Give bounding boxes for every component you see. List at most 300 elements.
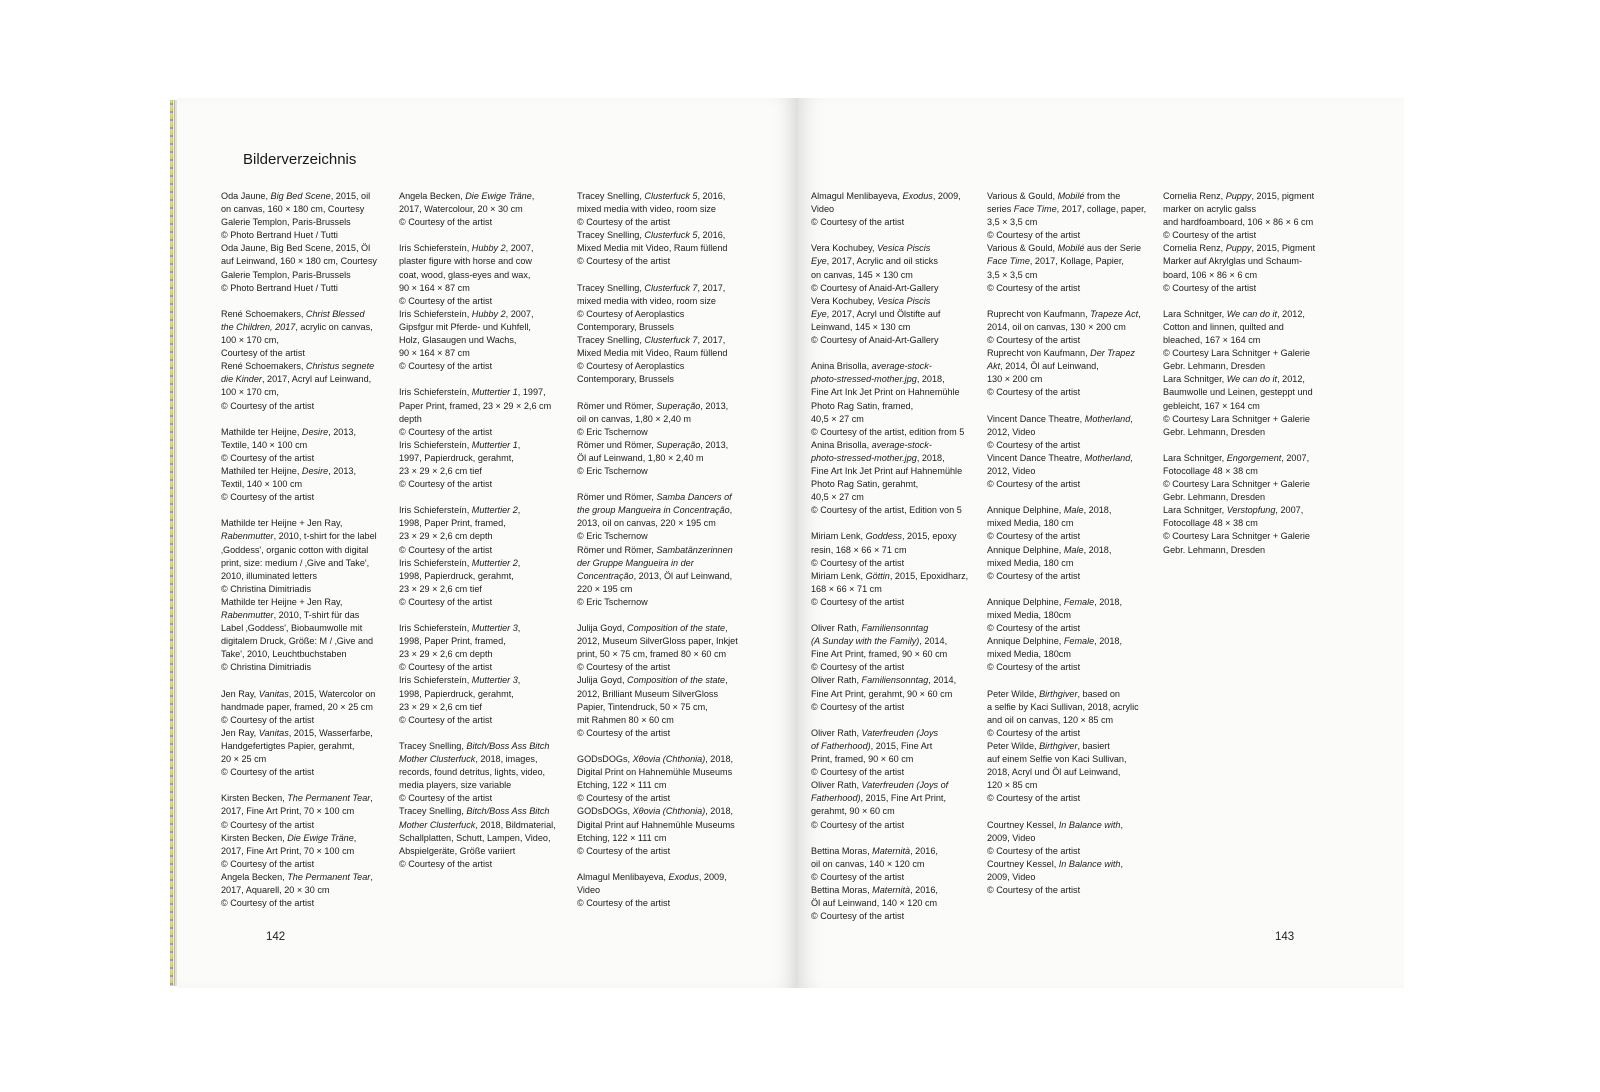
caption-line: Annique Delphine, Female, 2018, [987, 596, 1122, 607]
caption-line: Gebr. Lehmann, Dresden [1163, 492, 1266, 503]
caption-entry [221, 792, 386, 910]
caption-line: Mathilde ter Heijne + Jen Ray, [221, 518, 343, 529]
caption-line: a selfie by Kaci Sullivan, 2018, acrylic [987, 701, 1139, 712]
caption-line: Iris Schiefersteín, Muttertier 1, [399, 439, 521, 450]
caption-line: Rabenmutter, 2010, T-shirt für das [221, 610, 360, 620]
caption-line: Courtesy of the artist [221, 348, 305, 359]
caption-line: © Courtesy Lara Schnitger + Galerie [1163, 479, 1310, 490]
caption-line: board, 106 × 86 × 6 cm [1163, 269, 1258, 280]
caption-entry [577, 622, 742, 740]
caption-line: © Courtesy of the artist [1163, 282, 1257, 293]
caption-line: Tracey Snelling, Clusterfuck 5, 2016, [577, 191, 726, 201]
caption-entry [221, 688, 386, 780]
left-column-2 [399, 190, 564, 884]
caption-entry [577, 871, 742, 910]
caption-line: 2018, Acryl und Öl auf Leinwand, [987, 767, 1121, 778]
right-column-3 [1163, 190, 1328, 570]
caption-line: Iris Schiefersteín, Hubby 2, 2007, [399, 243, 534, 254]
caption-line: Peter Wilde, Birthgiver, based on [987, 688, 1120, 699]
caption-line: René Schoemakers, Christ Blessed [221, 308, 365, 319]
caption-line: 2017, Watercolour, 20 × 30 cm [399, 204, 523, 215]
caption-line: 2009, Video [987, 832, 1036, 843]
caption-line: records, found detritus, lights, video, [399, 767, 546, 778]
caption-line: Vera Kochubey, Vesica Piscis [811, 295, 931, 306]
caption-line: 1998, Papierdruck, gerahmt, [399, 570, 514, 581]
caption-line: © Courtesy of the artist [399, 361, 493, 372]
caption-line: 2017, Aquarell, 20 × 30 cm [221, 884, 330, 895]
caption-line: 2012, Video [987, 465, 1036, 476]
caption-entry [987, 504, 1152, 583]
caption-line: Leinwand, 145 × 130 cm [811, 321, 911, 332]
caption-entry [399, 386, 564, 491]
caption-line: Oda Jaune, Big Bed Scene, 2015, oil [221, 191, 371, 201]
caption-line: © Courtesy of the artist [399, 426, 493, 437]
caption-line: © Courtesy of the artist [811, 217, 905, 228]
caption-line: © Courtesy of Anaid-Art-Gallery [811, 282, 939, 293]
caption-entry [399, 740, 564, 871]
caption-line: Gebr. Lehmann, Dresden [1163, 544, 1266, 555]
book-spread [177, 98, 1404, 988]
caption-line: © Eric Tschernow [577, 596, 648, 607]
caption-line: Lara Schnitger, We can do it, 2012, [1163, 374, 1305, 385]
caption-line: Mother Clusterfuck, 2018, images, [399, 754, 538, 765]
caption-line: 1998, Paper Print, framed, [399, 518, 506, 529]
caption-line: Annique Delphine, Male, 2018, [987, 505, 1112, 516]
caption-entry [811, 845, 976, 924]
caption-line: Print, framed, 90 × 60 cm [811, 754, 914, 765]
caption-line: Vera Kochubey, Vesica Piscis [811, 243, 931, 254]
caption-entry [577, 491, 742, 609]
caption-line: GODsDOGs, Xθovia (Chthonia), 2018, [577, 806, 734, 817]
caption-line: Fine Art Ink Jet Print on Hahnemühle [811, 387, 960, 398]
caption-line: Digital Print on Hahnemühle Museums [577, 767, 733, 778]
caption-line: © Courtesy of the artist [811, 596, 905, 607]
page-number-right: 143 [1275, 931, 1295, 943]
caption-line: 2012, Brilliant Museum SilverGloss [577, 688, 719, 699]
caption-line: Vincent Dance Theatre, Motherland, [987, 413, 1133, 424]
caption-entry [811, 360, 976, 517]
left-column-1 [221, 190, 386, 923]
caption-line: Angela Becken, Die Ewige Träne, [399, 191, 535, 201]
caption-line: © Courtesy of the artist [577, 898, 671, 909]
caption-line: © Courtesy of the artist [1163, 230, 1257, 241]
right-column-1 [811, 190, 976, 936]
caption-line: 2014, oil on canvas, 130 × 200 cm [987, 321, 1126, 332]
caption-line: Gebr. Lehmann, Dresden [1163, 361, 1266, 372]
caption-line: Label ‚Goddess', Biobaumwolle mit [221, 623, 363, 634]
caption-line: Tracey Snelling, Clusterfuck 5, 2016, [577, 230, 726, 241]
caption-entry [399, 242, 564, 373]
left-page [177, 98, 798, 988]
caption-line: on canvas, 160 × 180 cm, Courtesy [221, 204, 365, 215]
caption-line: Abspielgeräte, Größe variiert [399, 845, 516, 856]
caption-entry [399, 504, 564, 609]
caption-line: on canvas, 145 × 130 cm [811, 269, 913, 280]
caption-line: © Courtesy of the artist [811, 767, 905, 778]
caption-line: © Courtesy of the artist, edition from 5 [811, 426, 965, 437]
caption-line: Ruprecht von Kaufmann, Trapeze Act, [987, 308, 1141, 319]
caption-line: Textil, 140 × 100 cm [221, 479, 303, 490]
caption-line: © Courtesy of the artist, Edition von 5 [811, 505, 962, 516]
caption-entry [221, 190, 386, 295]
caption-line: GODsDOGs, Xθovia (Chthonia), 2018, [577, 754, 734, 765]
caption-line: mixed media with video, room size [577, 204, 716, 215]
caption-entry [221, 426, 386, 505]
caption-line: Mixed Media mit Video, Raum füllend [577, 243, 728, 254]
caption-entry [987, 596, 1152, 675]
caption-line: and oil on canvas, 120 × 85 cm [987, 714, 1114, 725]
caption-line: © Courtesy of Anaid-Art-Gallery [811, 335, 939, 346]
caption-line: digitalem Druck, Größe: M / ‚Give and [221, 636, 374, 647]
caption-line: Fine Art Ink Jet Print auf Hahnemühle [811, 465, 963, 476]
caption-line: © Courtesy of the artist [399, 596, 493, 607]
caption-line: Öl auf Leinwand, 140 × 120 cm [811, 898, 938, 909]
caption-line: Fotocollage 48 × 38 cm [1163, 518, 1258, 529]
page-edges [170, 100, 177, 986]
caption-line: © Courtesy of the artist [221, 492, 315, 503]
caption-line: the group Mangueira in Concentração, [577, 505, 733, 516]
caption-line: Photo Rag Satin, framed, [811, 400, 914, 411]
caption-line: Face Time, 2017, Kollage, Papier, [987, 256, 1124, 267]
caption-line: © Courtesy of the artist [987, 845, 1081, 856]
caption-line: ‚Goddess', organic cotton with digital [221, 544, 369, 555]
caption-line: Kirsten Becken, Die Ewige Träne, [221, 832, 357, 843]
caption-line: mixed Media, 180cm [987, 649, 1071, 660]
caption-line: Tracey Snelling, Clusterfuck 7, 2017, [577, 335, 726, 346]
caption-line: Video [577, 884, 601, 895]
caption-line: Baumwolle und Leinen, gesteppt und [1163, 387, 1313, 398]
caption-line: Jen Ray, Vanitas, 2015, Wasserfarbe, [221, 727, 373, 738]
caption-line: 2012, Museum SilverGloss paper, Inkjet [577, 636, 738, 647]
caption-line: 2017, Fine Art Print, 70 × 100 cm [221, 806, 355, 817]
caption-line: Cornelia Renz, Puppy, 2015, Pigment [1163, 243, 1316, 254]
caption-line: Iris Schiefersteín, Muttertier 2, [399, 557, 521, 568]
caption-line: Iris Schiefersteín, Muttertier 3, [399, 675, 521, 686]
caption-line: Akt, 2014, Öl auf Leinwand, [987, 361, 1099, 372]
caption-line: Iris Schiefersteín, Muttertier 3, [399, 623, 521, 634]
caption-line: Gebr. Lehmann, Dresden [1163, 426, 1266, 437]
caption-line: © Courtesy of the artist [577, 217, 671, 228]
caption-line: Paper Print, framed, 23 × 29 × 2,6 cm [399, 400, 552, 411]
caption-line: Annique Delphine, Male, 2018, [987, 544, 1112, 555]
caption-line: 3,5 × 3,5 cm [987, 269, 1038, 280]
caption-line: Courtney Kessel, In Balance with, [987, 819, 1123, 830]
caption-line: © Courtesy of the artist [811, 557, 905, 568]
caption-entry [399, 622, 564, 727]
caption-entry [399, 190, 564, 229]
caption-line: © Courtesy of the artist [811, 911, 905, 922]
caption-line: mixed Media, 180 cm [987, 557, 1074, 568]
caption-line: Mathilde ter Heijne, Desire, 2013, [221, 426, 356, 437]
caption-line: gebleicht, 167 × 164 cm [1163, 400, 1260, 411]
caption-line: Cotton and linnen, quilted and [1163, 321, 1284, 332]
caption-line: 23 × 29 × 2,6 cm depth [399, 531, 493, 542]
caption-line: © Christina Dimitriadis [221, 662, 312, 673]
caption-line: Anina Brisolla, average-stock- [811, 439, 932, 450]
caption-line: Mixed Media mit Video, Raum füllend [577, 348, 728, 359]
caption-line: © Courtesy of the artist [987, 884, 1081, 895]
caption-line: © Courtesy Lara Schnitger + Galerie [1163, 348, 1310, 359]
caption-line: © Courtesy of the artist [987, 793, 1081, 804]
caption-line: Cornelia Renz, Puppy, 2015, pigment [1163, 191, 1315, 201]
caption-line: © Courtesy of the artist [987, 439, 1081, 450]
caption-line: Fatherhood), 2015, Fine Art Print, [811, 793, 946, 804]
caption-line: © Courtesy of the artist [399, 217, 493, 228]
caption-line: photo-stressed-mother.jpg, 2018, [811, 452, 945, 463]
caption-line: © Courtesy of the artist [811, 871, 905, 882]
caption-line: © Courtesy of the artist [221, 452, 315, 463]
caption-line: Schallplatten, Schutt, Lampen, Video, [399, 832, 551, 843]
caption-line: Miriam Lenk, Goddess, 2015, epoxy [811, 531, 957, 542]
caption-line: 23 × 29 × 2,6 cm tief [399, 701, 482, 712]
caption-line: oil on canvas, 140 × 120 cm [811, 858, 925, 869]
caption-line: Almagul Menlibayeva, Exodus, 2009, [577, 871, 727, 882]
caption-line: Tracey Snelling, Bitch/Boss Ass Bitch [399, 806, 550, 817]
caption-entry [811, 622, 976, 714]
caption-line: Lara Schnitger, Verstopfung, 2007, [1163, 505, 1304, 516]
caption-line: mit Rahmen 80 × 60 cm [577, 714, 674, 725]
caption-line: print, 50 × 75 cm, framed 80 × 60 cm [577, 649, 727, 660]
caption-line: © Courtesy of the artist [399, 662, 493, 673]
caption-line: © Eric Tschernow [577, 531, 648, 542]
caption-line: Oda Jaune, Big Bed Scene, 2015, Öl [221, 243, 371, 254]
caption-line: 100 × 170 cm, [221, 387, 279, 398]
caption-line: © Courtesy of the artist [811, 819, 905, 830]
caption-line: Galerie Templon, Paris-Brussels [221, 217, 351, 228]
caption-line: © Eric Tschernow [577, 465, 648, 476]
caption-line: auf einem Selfie von Kaci Sullivan, [987, 754, 1127, 765]
caption-line: Papier, Tintendruck, 50 × 75 cm, [577, 701, 708, 712]
caption-line: Jen Ray, Vanitas, 2015, Watercolor on [221, 688, 376, 699]
caption-line: Annique Delphine, Female, 2018, [987, 636, 1122, 647]
caption-line: © Courtesy of the artist [987, 727, 1081, 738]
caption-line: Eye, 2017, Acrylic and oil sticks [811, 256, 938, 267]
caption-line: Rabenmutter, 2010, t-shirt for the label [221, 531, 377, 542]
caption-line: Courtney Kessel, In Balance with, [987, 858, 1123, 869]
caption-line: Oliver Rath, Familiensonntag [811, 623, 929, 634]
caption-line: Oliver Rath, Familiensonntag, 2014, [811, 675, 957, 686]
caption-line: der Gruppe Mangueira in der [577, 557, 694, 568]
caption-line: photo-stressed-mother.jpg, 2018, [811, 374, 945, 385]
caption-line: © Courtesy of the artist [987, 282, 1081, 293]
caption-line: Various & Gould, Mobilé aus der Serie [987, 243, 1142, 254]
caption-line: Römer und Römer, Superação, 2013, [577, 439, 729, 450]
caption-line: 1998, Paper Print, framed, [399, 636, 506, 647]
caption-line: © Eric Tschernow [577, 426, 648, 437]
caption-line: © Courtesy of the artist [399, 544, 493, 555]
caption-line: Handgefertigtes Papier, gerahmt, [221, 740, 355, 751]
caption-line: © Courtesy of the artist [577, 845, 671, 856]
caption-line: 90 × 164 × 87 cm [399, 348, 470, 359]
caption-entry [221, 517, 386, 674]
caption-line: Contemporary, Brussels [577, 374, 674, 385]
caption-line: © Courtesy of the artist [577, 662, 671, 673]
caption-line: © Courtesy of the artist [987, 570, 1081, 581]
caption-line: Peter Wilde, Birthgiver, basiert [987, 740, 1110, 751]
caption-line: © Courtesy of the artist [221, 898, 315, 909]
caption-line: 2017, Fine Art Print, 70 × 100 cm [221, 845, 355, 856]
caption-line: Römer und Römer, Superação, 2013, [577, 400, 729, 411]
caption-line: Vincent Dance Theatre, Motherland, [987, 452, 1133, 463]
caption-line: the Children, 2017, acrylic on canvas, [221, 321, 373, 332]
caption-line: © Courtesy of the artist [987, 531, 1081, 542]
caption-line: Eye, 2017, Acryl und Ölstifte auf [811, 308, 941, 319]
caption-line: Julija Goyd, Composition of the state, [577, 623, 728, 634]
caption-entry [1163, 452, 1328, 557]
caption-line: coat, wood, glass-eyes and wax, [399, 269, 531, 280]
caption-line: Römer und Römer, Samba Dancers of [577, 492, 732, 503]
caption-line: Öl auf Leinwand, 1,80 × 2,40 m [577, 452, 704, 463]
right-column-2 [987, 190, 1152, 910]
caption-line: 1997, Papierdruck, gerahmt, [399, 452, 514, 463]
caption-line: Galerie Templon, Paris-Brussels [221, 269, 351, 280]
caption-line: Fotocollage 48 × 38 cm [1163, 465, 1258, 476]
caption-line: Iris Schiefersteín, Muttertier 2, [399, 505, 521, 516]
caption-entry [1163, 308, 1328, 439]
caption-line: Lara Schnitger, We can do it, 2012, [1163, 308, 1305, 319]
caption-line: (A Sunday with the Family), 2014, [811, 636, 948, 647]
caption-line: 23 × 29 × 2,6 cm depth [399, 649, 493, 660]
caption-line: Fine Art Print, gerahmt, 90 × 60 cm [811, 688, 953, 699]
caption-line: 40,5 × 27 cm [811, 413, 864, 424]
caption-entry [987, 308, 1152, 400]
caption-line: print, size: medium / ‚Give and Take', [221, 557, 370, 568]
caption-line: © Courtesy of the artist [811, 662, 905, 673]
caption-entry [987, 413, 1152, 492]
caption-line: © Courtesy of the artist [987, 335, 1081, 346]
caption-line: oil on canvas, 1,80 × 2,40 m [577, 413, 691, 424]
caption-line: René Schoemakers, Christus segnete [221, 361, 375, 372]
caption-line: © Courtesy of the artist [987, 623, 1081, 634]
caption-entry [811, 242, 976, 347]
caption-line: 2012, Video [987, 426, 1036, 437]
caption-line: 2013, oil on canvas, 220 × 195 cm [577, 518, 716, 529]
caption-entry [811, 190, 976, 229]
caption-line: resin, 168 × 66 × 71 cm [811, 544, 907, 555]
caption-line: 2010, illuminated letters [221, 570, 318, 581]
caption-line: Fine Art Print, framed, 90 × 60 cm [811, 649, 948, 660]
caption-line: © Courtesy Lara Schnitger + Galerie [1163, 531, 1310, 542]
caption-line: Bettina Moras, Maternità, 2016, [811, 845, 938, 856]
caption-line: © Courtesy of the artist [399, 714, 493, 725]
caption-line: of Fatherhood), 2015, Fine Art [811, 740, 933, 751]
caption-line: Contemporary, Brussels [577, 321, 674, 332]
caption-line: 100 × 170 cm, [221, 335, 279, 346]
caption-line: © Courtesy of the artist [221, 714, 315, 725]
caption-line: 1998, Papierdruck, gerahmt, [399, 688, 514, 699]
caption-line: © Courtesy of the artist [987, 387, 1081, 398]
caption-line: Römer und Römer, Sambatänzerinnen [577, 544, 733, 555]
caption-line: Almagul Menlibayeva, Exodus, 2009, [811, 191, 961, 201]
caption-line: 3,5 × 3,5 cm [987, 217, 1038, 228]
caption-line: Etching, 122 × 111 cm [577, 780, 667, 791]
caption-line: © Courtesy Lara Schnitger + Galerie [1163, 413, 1310, 424]
caption-entry [221, 308, 386, 413]
caption-line: mixed Media, 180 cm [987, 518, 1074, 529]
right-page [798, 98, 1404, 988]
caption-line: series Face Time, 2017, collage, paper, [987, 204, 1147, 215]
caption-line: Lara Schnitger, Engorgement, 2007, [1163, 452, 1310, 463]
caption-entry [987, 688, 1152, 806]
caption-entry [577, 753, 742, 858]
caption-line: Mathilde ter Heijne + Jen Ray, [221, 596, 343, 607]
caption-entry [811, 530, 976, 609]
caption-line: 20 × 25 cm [221, 754, 267, 765]
caption-line: © Courtesy of the artist [987, 662, 1081, 673]
caption-line: Textile, 140 × 100 cm [221, 439, 308, 450]
caption-line: mixed media with video, room size [577, 295, 716, 306]
caption-entry [577, 400, 742, 479]
caption-line: 40,5 × 27 cm [811, 492, 864, 503]
caption-line: Ruprecht von Kaufmann, Der Trapez [987, 348, 1135, 359]
caption-line: Holz, Glasaugen und Wachs, [399, 335, 517, 346]
caption-line: Miriam Lenk, Göttin, 2015, Epoxidharz, [811, 570, 969, 581]
caption-line: Mother Clusterfuck, 2018, Bildmaterial, [399, 819, 556, 830]
caption-line: plaster figure with horse and cow [399, 256, 532, 267]
caption-line: marker on acrylic galss [1163, 204, 1256, 215]
caption-line: © Courtesy of the artist [221, 767, 315, 778]
caption-line: 2009, Video [987, 871, 1036, 882]
caption-line: Iris Schiefersteín, Muttertier 1, 1997, [399, 387, 546, 398]
caption-line: Gipsfgur mit Pferde- und Kuhfell, [399, 321, 531, 332]
caption-entry [1163, 190, 1328, 295]
caption-line: © Christina Dimitriadis [221, 583, 312, 594]
caption-entry [987, 190, 1152, 295]
caption-line: © Courtesy of the artist [577, 727, 671, 738]
caption-entry [811, 727, 976, 832]
caption-line: © Courtesy of the artist [577, 793, 671, 804]
caption-line: gerahmt, 90 × 60 cm [811, 806, 895, 817]
caption-line: 23 × 29 × 2,6 cm tief [399, 465, 482, 476]
caption-line: Etching, 122 × 111 cm [577, 832, 667, 843]
caption-line: Photo Rag Satin, gerahmt, [811, 479, 919, 490]
caption-line: 90 × 164 × 87 cm [399, 282, 470, 293]
caption-line: Anina Brisolla, average-stock- [811, 361, 932, 372]
caption-line: depth [399, 413, 422, 424]
caption-line: © Courtesy of the artist [399, 858, 493, 869]
caption-line: 220 × 195 cm [577, 583, 633, 594]
caption-line: 168 × 66 × 71 cm [811, 583, 882, 594]
caption-line: and hardfoamboard, 106 × 86 × 6 cm [1163, 217, 1314, 228]
caption-line: Iris Schiefersteín, Hubby 2, 2007, [399, 308, 534, 319]
page-title: Bilderverzeichnis [243, 151, 357, 168]
caption-line: auf Leinwand, 160 × 180 cm, Courtesy [221, 256, 377, 267]
left-column-3 [577, 190, 742, 923]
caption-line: Take', 2010, Leuchtbuchstaben [221, 649, 347, 660]
caption-entry [577, 282, 742, 387]
page-number-left: 142 [266, 931, 286, 943]
caption-line: Bettina Moras, Maternità, 2016, [811, 884, 938, 895]
caption-line: © Courtesy of the artist [399, 295, 493, 306]
caption-line: Angela Becken, The Permanent Tear, [221, 871, 373, 882]
caption-entry [577, 190, 742, 269]
caption-line: die Kinder, 2017, Acryl auf Leinwand, [221, 374, 372, 385]
caption-line: © Photo Bertrand Huet / Tutti [221, 282, 338, 293]
caption-line: bleached, 167 × 164 cm [1163, 335, 1261, 346]
caption-line: Marker auf Akrylglas und Schaum- [1163, 256, 1302, 267]
caption-line: 23 × 29 × 2,6 cm tief [399, 583, 482, 594]
caption-line: Julija Goyd, Composition of the state, [577, 675, 728, 686]
caption-line: © Courtesy of the artist [811, 701, 905, 712]
caption-line: © Courtesy of the artist [221, 858, 315, 869]
caption-line: © Courtesy of the artist [221, 819, 315, 830]
caption-line: Tracey Snelling, Bitch/Boss Ass Bitch [399, 740, 550, 751]
caption-entry [987, 819, 1152, 898]
caption-line: 120 × 85 cm [987, 780, 1038, 791]
caption-line: Kirsten Becken, The Permanent Tear, [221, 793, 373, 804]
caption-line: Video [811, 204, 835, 215]
caption-line: Tracey Snelling, Clusterfuck 7, 2017, [577, 282, 726, 293]
